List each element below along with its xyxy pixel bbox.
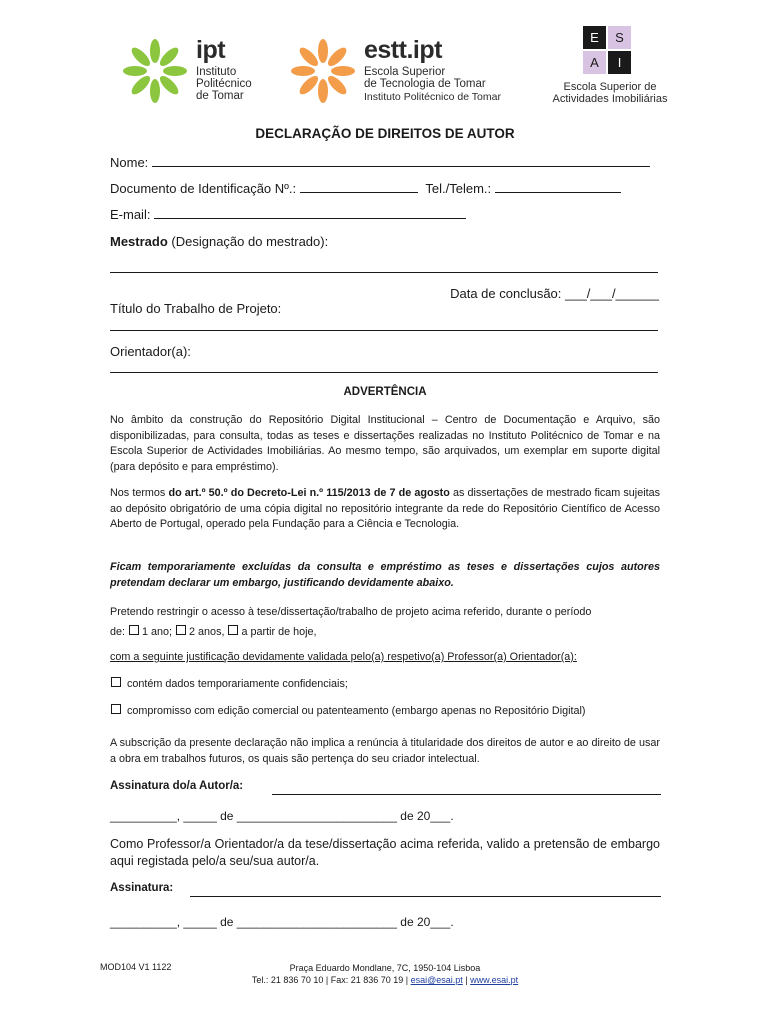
project-title-label: Título do Trabalho de Projeto: (110, 301, 282, 316)
embargo-intro: Pretendo restringir o acesso à tese/dissertação/trabalho de projeto acima referido, durante o período (110, 606, 592, 618)
option-from-today: a partir de hoje, (241, 626, 317, 638)
footer-separator: | (462, 975, 471, 985)
embargo-de: de: (110, 626, 126, 638)
esai-letter-a: A (583, 51, 606, 74)
ipt-leaf-icon (120, 36, 190, 106)
name-field[interactable] (110, 155, 650, 170)
email-field[interactable] (110, 207, 466, 222)
reason-confidential[interactable] (110, 677, 660, 693)
phone-blank[interactable] (495, 182, 621, 193)
ipt-logo-sub3: de Tomar (196, 90, 244, 102)
footer-address: Praça Eduardo Mondlane, 7C, 1950-104 Lisboa (289, 963, 481, 973)
name-blank[interactable] (152, 156, 650, 167)
masters-field (110, 234, 328, 249)
completion-date[interactable]: Data de conclusão: ___/___/______ (450, 286, 659, 301)
email-blank[interactable] (154, 208, 466, 219)
checkbox-1-year[interactable] (129, 625, 139, 635)
ipt-logo (120, 36, 270, 106)
footer-contacts (0, 962, 770, 986)
reason-commercial[interactable] (110, 704, 660, 720)
name-label: Nome: (110, 155, 149, 170)
footer-email-link[interactable]: esai@esai.pt (410, 975, 463, 985)
estt-logo-name: estt.ipt (364, 36, 442, 64)
esai-letter-e: E (583, 26, 606, 49)
footer-website-link[interactable]: www.esai.pt (470, 975, 519, 985)
footer-contact-line (0, 974, 770, 986)
email-label: E-mail: (110, 207, 151, 222)
embargo-period (110, 602, 660, 642)
option-1-year: 1 ano; (142, 626, 173, 638)
ipt-logo-sub2: Politécnico (196, 78, 252, 90)
warning-p2-start: Nos termos (110, 487, 169, 499)
ipt-logo-name: ipt (196, 36, 226, 64)
checkbox-commercial[interactable] (111, 704, 121, 714)
supervisor-label: Orientador(a): (110, 344, 191, 359)
checkbox-from-today[interactable] (228, 625, 238, 635)
estt-logo-sub3: Instituto Politécnico de Tomar (364, 91, 501, 103)
rights-paragraph: A subscrição da presente declaração não implica a renúncia à titularidade dos direitos de autor e ao direito de usar a obra em trabalhos futuros, os quais são pertença do seu criador intelectual. (110, 737, 660, 765)
estt-logo (290, 36, 525, 106)
phone-label: Tel./Telem.: (425, 181, 492, 196)
warning-paragraph-3: Ficam temporariamente excluídas da consulta e empréstimo as teses e dissertações cujos autores pretendam declarar um embargo, justificando devidamente abaixo. (110, 561, 660, 589)
esai-letter-s: S (608, 26, 631, 49)
id-document-field[interactable] (110, 181, 621, 196)
warning-p2-law: do art.º 50.º do Decreto-Lei n.º 115/2013 de 7 de agosto (168, 487, 450, 499)
supervisor-date-line[interactable]: __________, _____ de ________________________ de 20___. (110, 915, 454, 929)
option-2-years: 2 anos, (189, 626, 225, 638)
project-title-line[interactable] (110, 330, 658, 331)
ipt-logo-sub1: Instituto (196, 66, 237, 78)
esai-letter-i: I (608, 51, 631, 74)
warning-paragraph-2 (110, 486, 660, 533)
estt-logo-sub1: Escola Superior (364, 66, 446, 78)
warning-paragraph-1: No âmbito da construção do Repositório Digital Institucional – Centro de Documentação e Arquivo, são disponibilizadas, para consulta, todas as teses e dissertações realizadas no Instituto Politécnico de Tomar e na Escola Superior de Actividades Imobiliárias. Ao mesmo tempo, são arquivados, um exemplar em suporte digital (para depósito e para empréstimo). (110, 414, 660, 473)
supervisor-signature-label: Assinatura: (110, 882, 174, 894)
estt-leaf-icon (290, 36, 356, 106)
supervisor-line[interactable] (110, 372, 658, 373)
reason-confidential-label: contém dados temporariamente confidenciais; (127, 678, 348, 690)
estt-logo-sub2: de Tecnologia de Tomar (364, 78, 486, 90)
esai-logo-sub (545, 81, 675, 105)
author-date-line[interactable]: __________, _____ de ________________________ de 20___. (110, 809, 454, 823)
checkbox-confidential[interactable] (111, 677, 121, 687)
justification-intro: com a seguinte justificação devidamente validada pelo(a) respetivo(a) Professor(a) Orientador(a): (110, 651, 577, 663)
author-signature-line[interactable] (272, 794, 661, 795)
author-signature-label: Assinatura do/a Autor/a: (110, 780, 244, 792)
id-document-label: Documento de Identificação Nº.: (110, 181, 297, 196)
supervisor-validation-text: Como Professor/a Orientador/a da tese/dissertação acima referida, valido a pretensão de embargo aqui registada pelo/a seu/sua autor/a. (110, 837, 660, 868)
form-code: MOD104 V1 1122 (100, 962, 172, 972)
footer-phone-fax: Tel.: 21 836 70 10 | Fax: 21 836 70 19 | (251, 975, 411, 985)
warning-heading: ADVERTÊNCIA (343, 386, 427, 398)
warning-p2-end: as dissertações de mestrado ficam sujeitas ao depósito obrigatório de uma cópia digital no repositório integrante da rede do Repositório Científico de Acesso Aberto de Portugal, operado pela Fundação para a Ciência e Tecnologia. (110, 487, 661, 530)
checkbox-2-years[interactable] (176, 625, 186, 635)
masters-label-rest: (Designação do mestrado): (167, 234, 329, 249)
esai-logo-sub2: Actividades Imobiliárias (552, 93, 668, 105)
esai-logo-sub1: Escola Superior de (563, 81, 657, 93)
reason-commercial-label: compromisso com edição comercial ou patenteamento (embargo apenas no Repositório Digital) (127, 705, 586, 717)
esai-logo (545, 26, 675, 110)
masters-line[interactable] (110, 272, 658, 273)
masters-label-bold: Mestrado (110, 234, 168, 249)
supervisor-signature-line[interactable] (190, 896, 661, 897)
id-document-blank[interactable] (300, 182, 418, 193)
esai-letter-grid (583, 26, 631, 74)
page-title: DECLARAÇÃO DE DIREITOS DE AUTOR (255, 126, 515, 141)
